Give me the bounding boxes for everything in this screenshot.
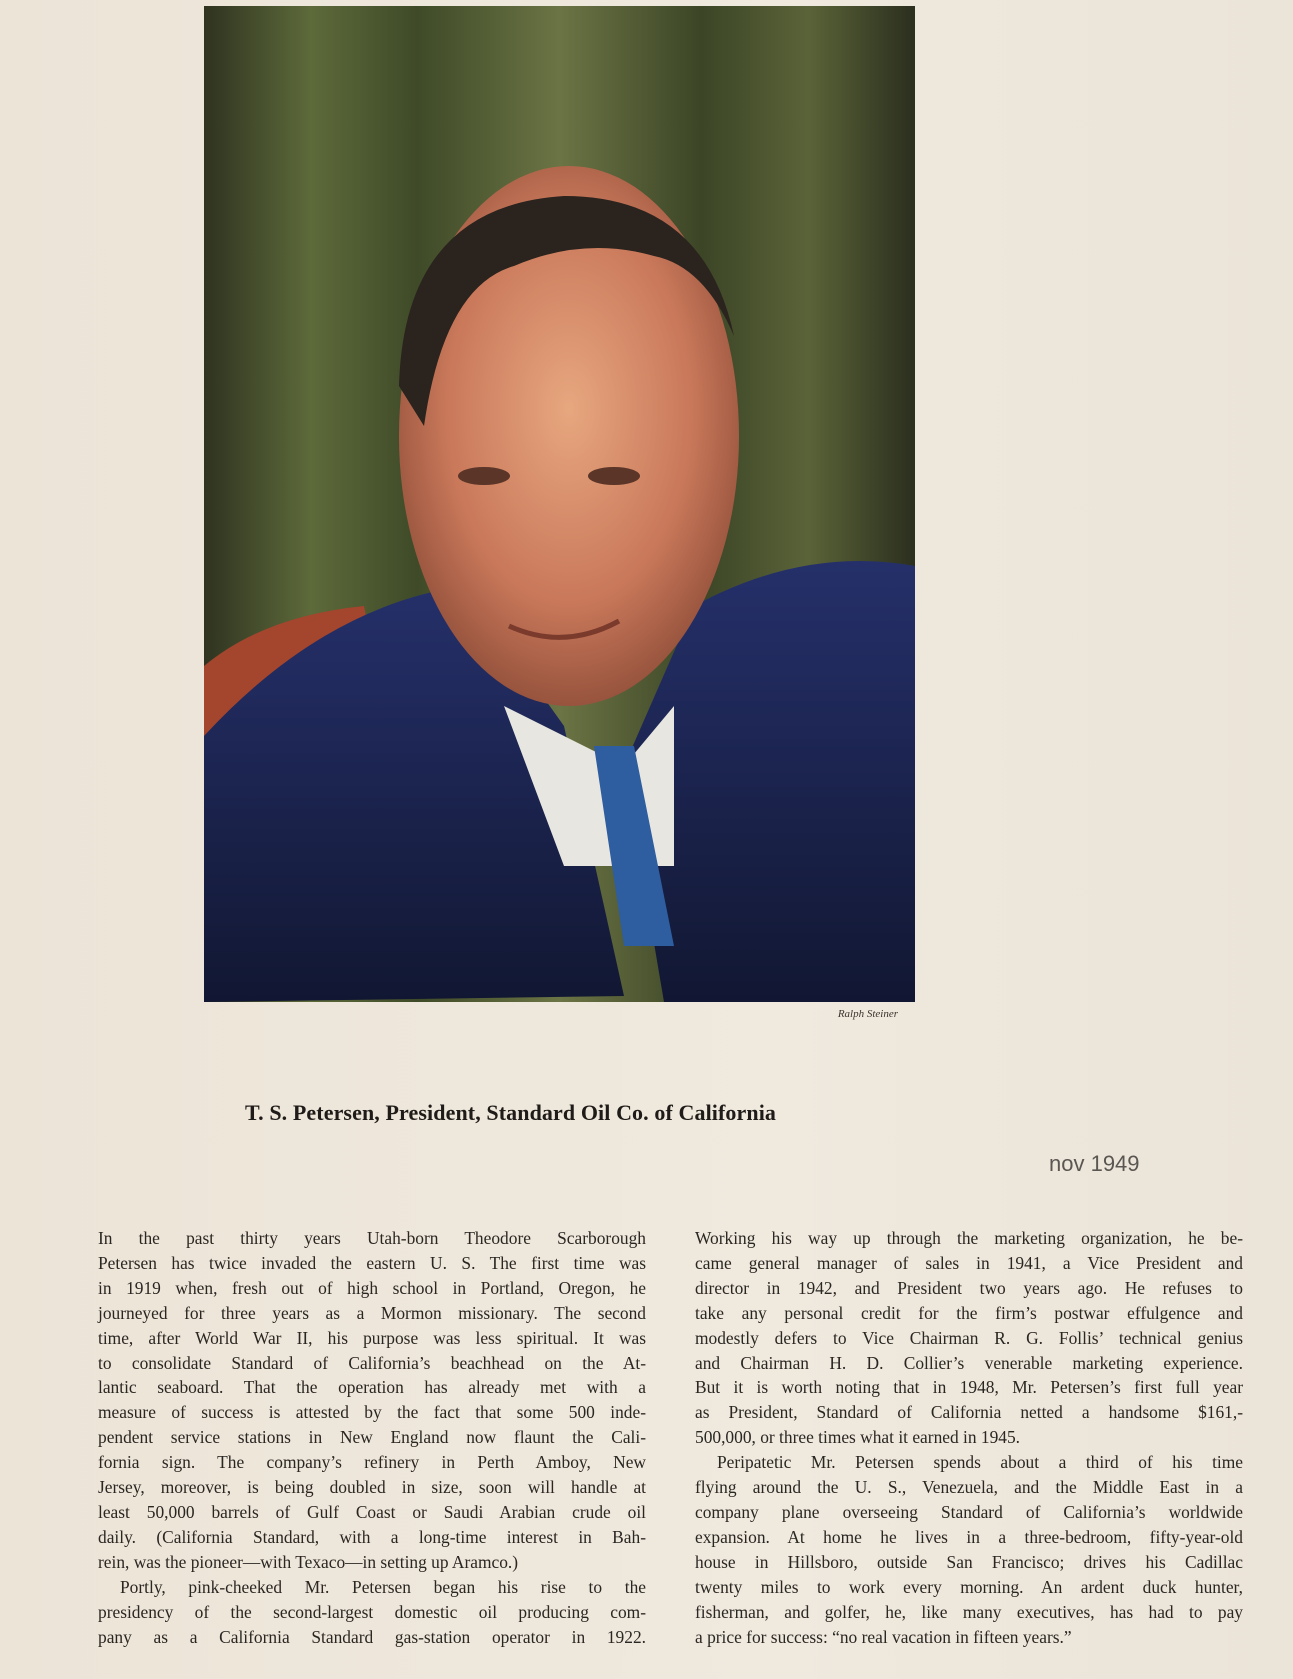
text-line: modestly defers to Vice Chairman R. G. Follis’ technical genius bbox=[695, 1327, 1243, 1348]
text-line: presidency of the second-largest domestic oil producing com- bbox=[98, 1601, 646, 1622]
portrait-photo bbox=[204, 6, 915, 1002]
text-line: fisherman, and golfer, he, like many executives, has had to pay bbox=[695, 1601, 1243, 1622]
text-line: journeyed for three years as a Mormon missionary. The second bbox=[98, 1302, 646, 1323]
text-line: pany as a California Standard gas-station operator in 1922. bbox=[98, 1626, 646, 1647]
text-line: time, after World War II, his purpose was less spiritual. It was bbox=[98, 1327, 646, 1348]
date-stamp: nov 1949 bbox=[1049, 1151, 1140, 1176]
text-line: in 1919 when, fresh out of high school in Portland, Oregon, he bbox=[98, 1277, 646, 1298]
article-column-left bbox=[98, 1226, 646, 1649]
text-line: rein, was the pioneer—with Texaco—in setting up Aramco.) bbox=[98, 1551, 519, 1572]
portrait-image bbox=[204, 6, 915, 1002]
article-column-right bbox=[695, 1226, 1243, 1649]
text-line: Jersey, moreover, is being doubled in size, soon will handle at bbox=[98, 1477, 646, 1498]
text-line: came general manager of sales in 1941, a Vice President and bbox=[695, 1252, 1243, 1273]
text-line: 500,000, or three times what it earned in 1945. bbox=[695, 1427, 1021, 1448]
text-line: lantic seaboard. That the operation has already met with a bbox=[98, 1377, 646, 1398]
text-line: Portly, pink-cheeked Mr. Petersen began his rise to the bbox=[120, 1576, 646, 1597]
text-line: flying around the U. S., Venezuela, and the Middle East in a bbox=[695, 1477, 1243, 1498]
text-line: Petersen has twice invaded the eastern U. S. The first time was bbox=[98, 1252, 646, 1273]
text-line: director in 1942, and President two years ago. He refuses to bbox=[695, 1277, 1243, 1298]
text-line: daily. (California Standard, with a long-time interest in Bah- bbox=[98, 1526, 646, 1547]
text-line: fornia sign. The company’s refinery in Perth Amboy, New bbox=[98, 1452, 646, 1473]
text-line: to consolidate Standard of California’s beachhead on the At- bbox=[98, 1352, 646, 1373]
caption-title: T. S. Petersen, President, Standard Oil Co. of California bbox=[245, 1100, 777, 1125]
text-line: house in Hillsboro, outside San Francisco; drives his Cadillac bbox=[695, 1551, 1243, 1572]
text-line: least 50,000 barrels of Gulf Coast or Saudi Arabian crude oil bbox=[98, 1501, 646, 1522]
text-line: and Chairman H. D. Collier’s venerable marketing experience. bbox=[695, 1352, 1243, 1373]
text-line: Peripatetic Mr. Petersen spends about a third of his time bbox=[717, 1452, 1243, 1473]
text-line: In the past thirty years Utah-born Theodore Scarborough bbox=[98, 1228, 646, 1248]
text-line: expansion. At home he lives in a three-bedroom, fifty-year-old bbox=[695, 1526, 1243, 1547]
text-line: measure of success is attested by the fact that some 500 inde- bbox=[98, 1402, 646, 1423]
photo-credit: Ralph Steiner bbox=[837, 1008, 898, 1020]
text-line: take any personal credit for the firm’s postwar effulgence and bbox=[695, 1302, 1243, 1323]
text-line: pendent service stations in New England now flaunt the Cali- bbox=[98, 1427, 646, 1448]
text-line: company plane overseeing Standard of California’s worldwide bbox=[695, 1501, 1243, 1522]
text-line: as President, Standard of California netted a handsome $161,- bbox=[695, 1402, 1243, 1423]
text-line: But it is worth noting that in 1948, Mr. Petersen’s first full year bbox=[695, 1377, 1243, 1398]
text-line: twenty miles to work every morning. An ardent duck hunter, bbox=[695, 1576, 1243, 1597]
text-line: Working his way up through the marketing organization, he be- bbox=[695, 1228, 1243, 1248]
text-line: a price for success: “no real vacation in fifteen years.” bbox=[695, 1626, 1072, 1647]
